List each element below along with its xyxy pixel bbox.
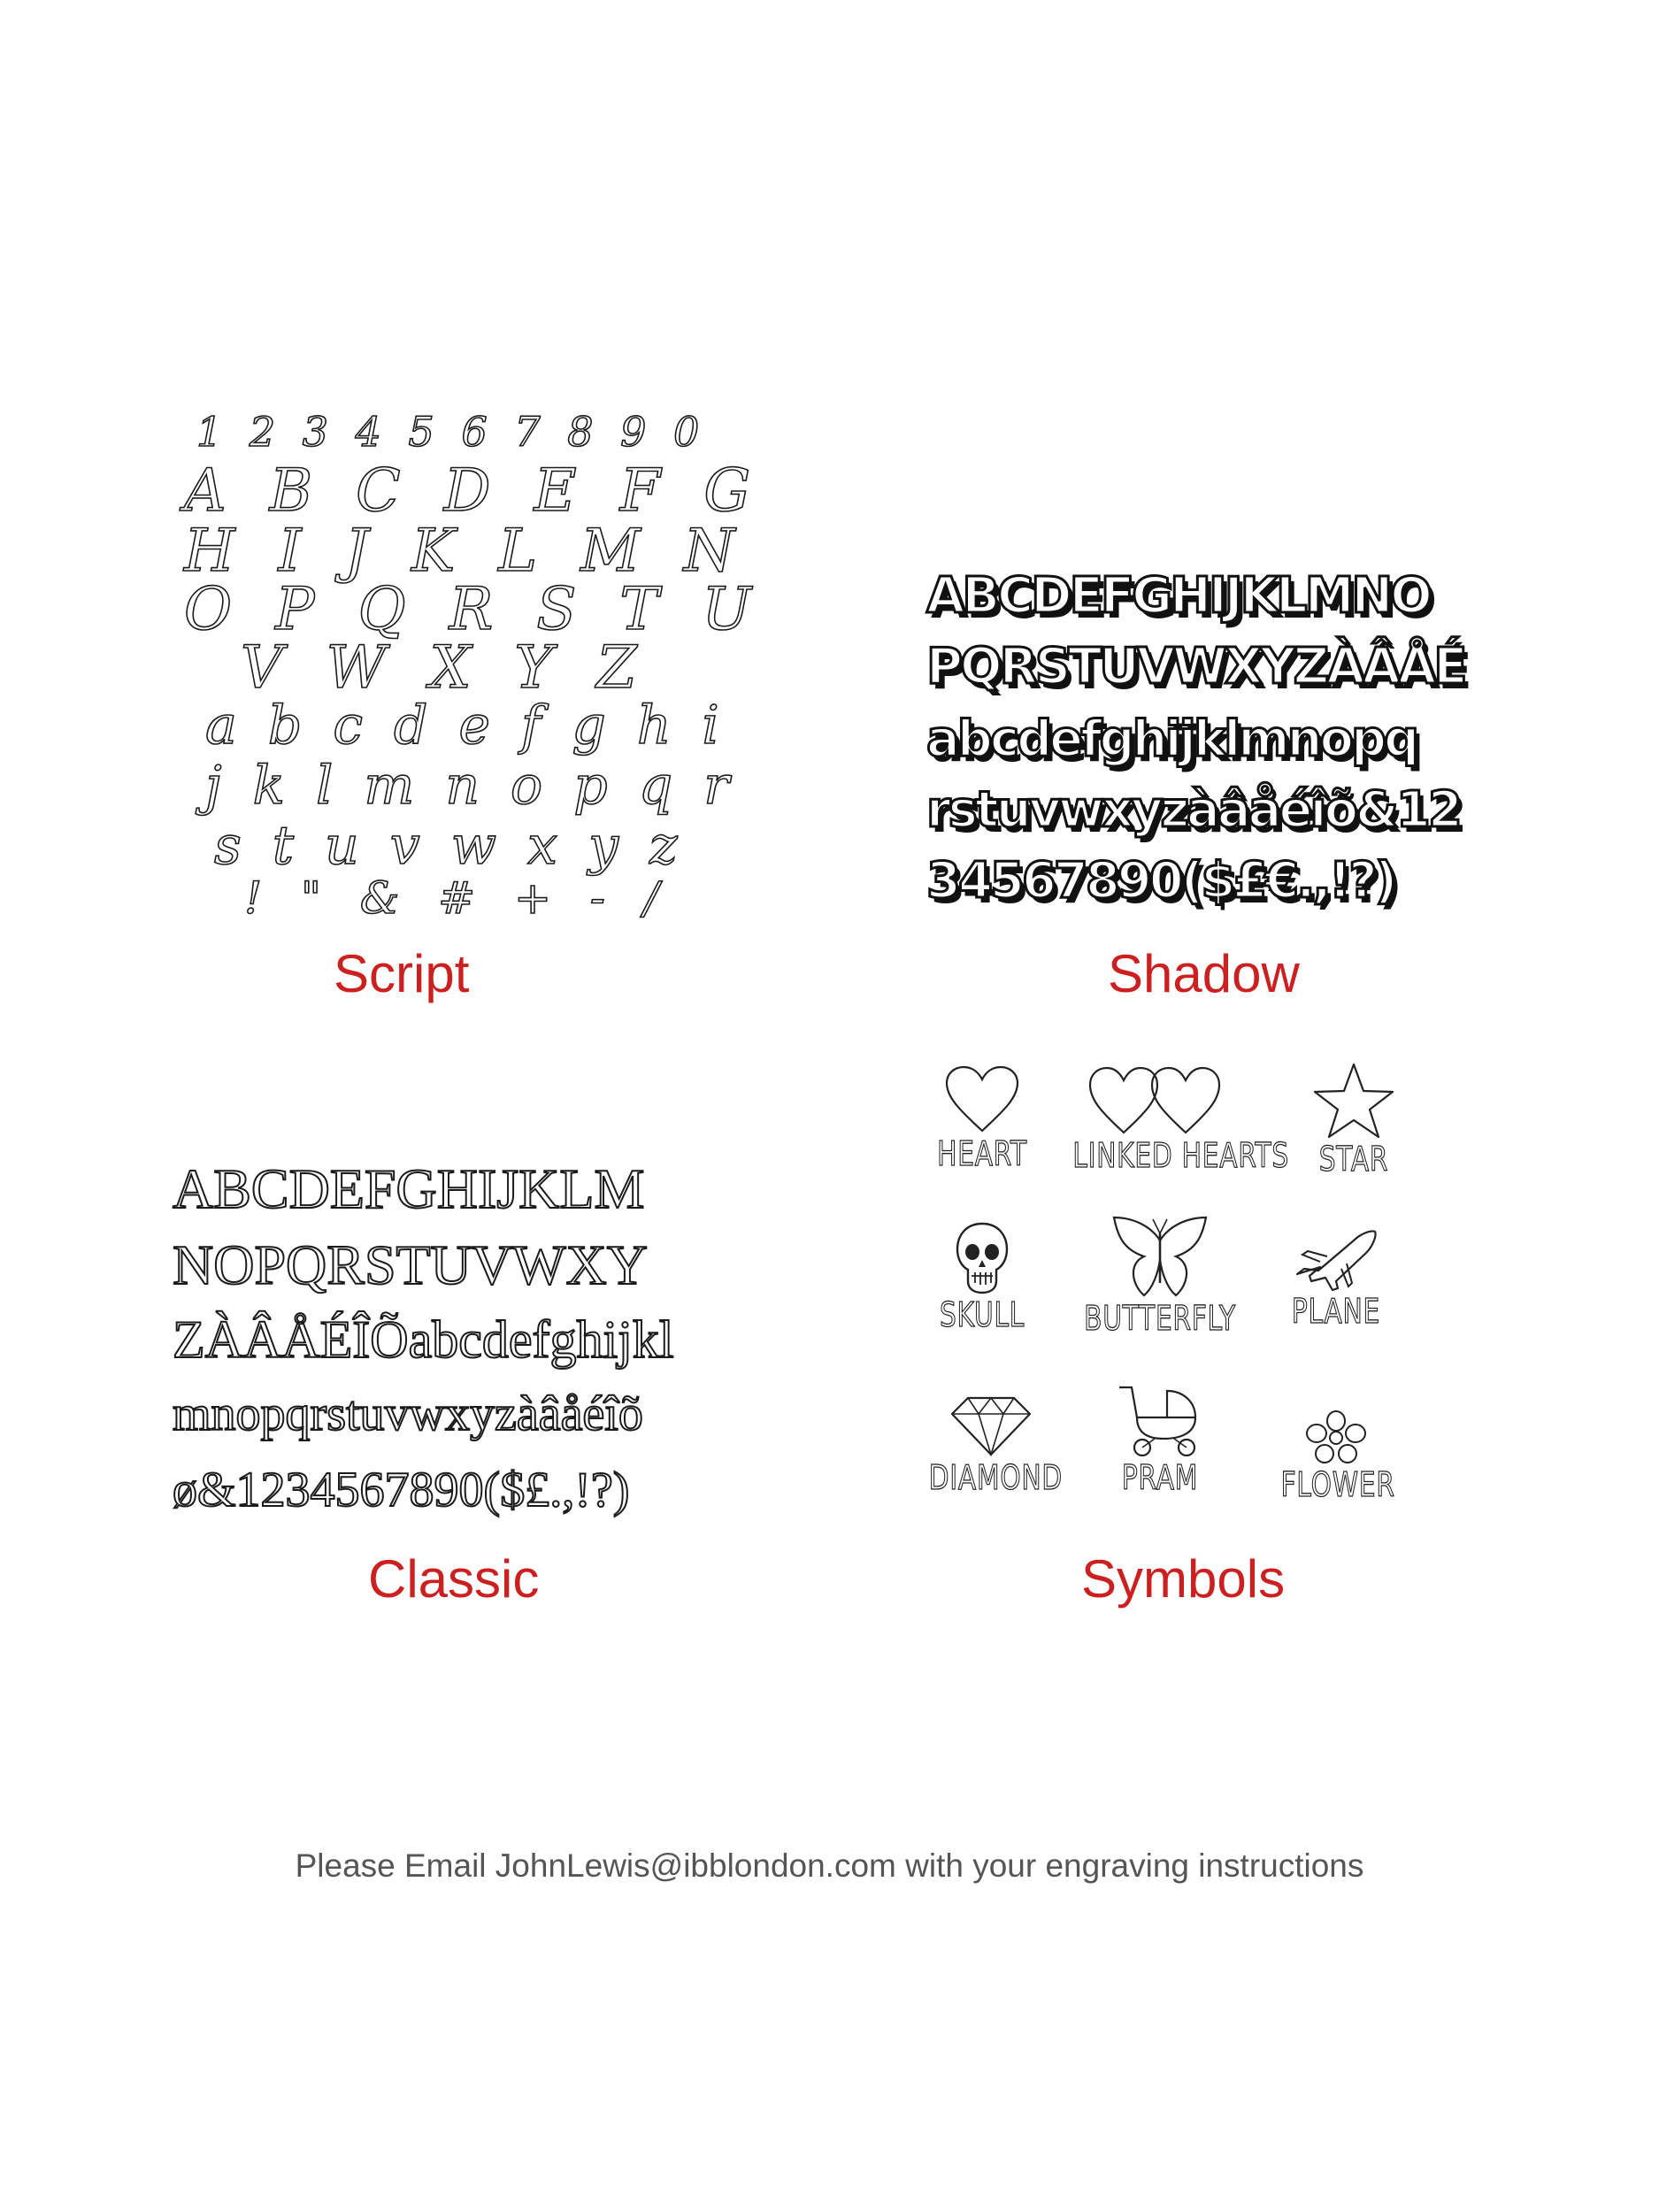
shadow-line-4: rstuvwxyzàâåéîõ&12	[926, 781, 1460, 839]
shadow-caption: Shadow	[1108, 944, 1300, 1003]
linked-hearts-icon	[1049, 1065, 1262, 1136]
classic-line-3: ZÀÂÅÉÎÕabcdefghijkl	[173, 1310, 674, 1369]
script-line-upper-1: A B C D E F G	[184, 457, 764, 525]
skull-icon	[911, 1221, 1053, 1295]
heart-icon	[911, 1065, 1053, 1134]
symbol-label-diamond: DIAMOND	[928, 1458, 1064, 1497]
engraving-instructions-note: Please Email JohnLewis@ibblondon.com with your engraving instructions	[295, 1847, 1364, 1884]
classic-line-4: mnopqrstuvwxyzàâåéîõ	[173, 1386, 643, 1441]
symbol-label-star: STAR	[1318, 1140, 1389, 1179]
classic-line-5: ø&1234567890($£.,!?)	[173, 1463, 630, 1517]
script-line-upper-4: V W X Y Z	[241, 634, 649, 702]
star-icon	[1283, 1062, 1425, 1140]
shadow-line-2: PQRSTUVWXYZÀÂÅÉ	[926, 638, 1465, 695]
butterfly-icon	[1058, 1214, 1262, 1299]
script-line-lower-2: j k l m n o p q r	[205, 755, 736, 817]
symbol-butterfly	[1058, 1214, 1262, 1338]
symbol-label-butterfly: BUTTERFLY	[1084, 1299, 1236, 1338]
script-line-lower-3: s t u v w x y z	[214, 815, 685, 877]
script-line-lower-1: a b c d e f g h i	[205, 695, 726, 757]
shadow-line-1: ABCDEFGHIJKLMNO	[926, 567, 1430, 625]
pram-icon	[1085, 1380, 1235, 1458]
script-line-numerals: 1 2 3 4 5 6 7 8 9 0	[196, 408, 707, 456]
symbol-label-flower: FLOWER	[1280, 1465, 1395, 1504]
symbol-label-skull: SKULL	[939, 1295, 1025, 1334]
shadow-line-5: 34567890($£€.,!?)	[926, 852, 1395, 910]
symbol-linked-hearts	[1049, 1065, 1290, 1175]
symbol-flower	[1265, 1409, 1407, 1504]
symbol-heart	[911, 1065, 1053, 1173]
symbol-diamond	[911, 1394, 1071, 1497]
plane-icon	[1265, 1225, 1407, 1292]
classic-line-2: NOPQRSTUVWXY	[173, 1233, 648, 1296]
symbol-pram	[1085, 1380, 1235, 1497]
shadow-line-3: abcdefghijklmnopq	[926, 710, 1417, 768]
diamond-icon	[911, 1394, 1071, 1458]
symbol-plane	[1265, 1225, 1407, 1331]
symbol-label-heart: HEART	[937, 1134, 1027, 1173]
symbol-label-plane: PLANE	[1291, 1292, 1381, 1331]
script-line-symbols: ! " & # + - /	[244, 872, 672, 924]
symbol-label-pram: PRAM	[1121, 1458, 1199, 1497]
symbol-label-linked-hearts: LINKED HEARTS	[1072, 1136, 1290, 1175]
script-caption: Script	[334, 944, 470, 1003]
symbol-star	[1283, 1062, 1425, 1179]
flower-icon	[1265, 1409, 1407, 1465]
symbols-caption: Symbols	[1081, 1549, 1286, 1609]
script-line-upper-3: O P Q R S T U	[184, 575, 764, 643]
script-line-upper-2: H I J K L M N	[184, 517, 748, 585]
classic-caption: Classic	[368, 1549, 540, 1609]
symbol-skull	[911, 1221, 1053, 1334]
classic-line-1: ABCDEFGHIJKLM	[173, 1157, 645, 1220]
